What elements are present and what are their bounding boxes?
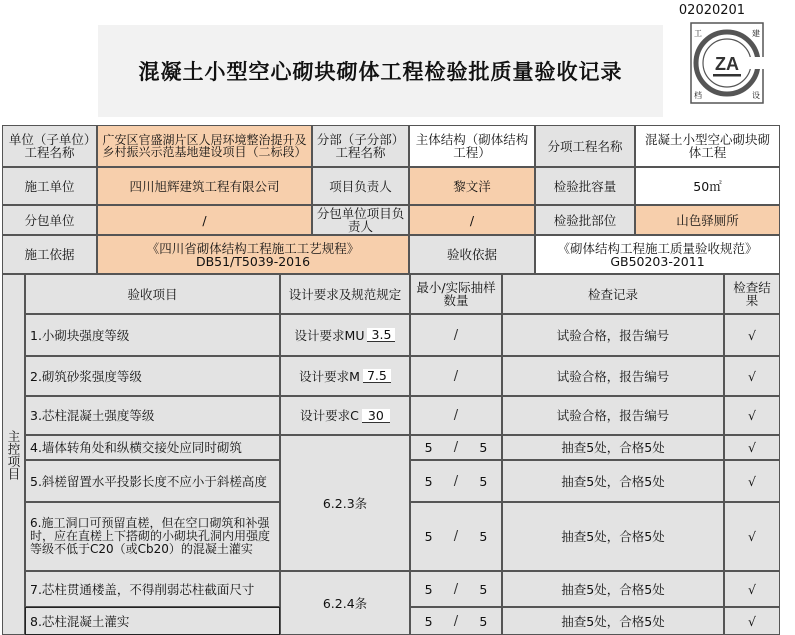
part-value: 山色驿厕所 (635, 205, 780, 235)
za-logo-icon (690, 22, 764, 104)
table-row-result: √ (724, 356, 780, 396)
table-row-result: √ (724, 396, 780, 435)
capacity-value: 50㎡ (635, 167, 780, 205)
capacity-label: 检验批容量 (535, 167, 635, 205)
acceptance-value-code: GB50203-2011 (610, 253, 705, 269)
table-row-record: 抽查5处，合格5处 (502, 435, 724, 460)
table-row-sample (410, 502, 502, 571)
header-item: 验收项目 (25, 274, 280, 314)
acceptance-value (535, 235, 780, 274)
basis-value-name: 《四川省砌体结构工程施工工艺规程》 (146, 240, 360, 256)
constructor-label: 施工单位 (2, 167, 97, 205)
sample-separator: / (453, 408, 459, 423)
table-row-result: √ (724, 314, 780, 356)
sample-actual: 5 (479, 613, 488, 629)
table-row-sample (410, 435, 502, 460)
table-row-item: 4.墙体转角处和纵横交接处应同时砌筑 (25, 435, 280, 460)
sample-separator: / (453, 368, 459, 384)
table-row-sample (410, 356, 502, 396)
project-manager-label: 项目负责人 (312, 167, 409, 205)
svg-text:ZA: ZA (715, 54, 739, 74)
table-row-record: 试验合格，报告编号 (502, 356, 724, 396)
sample-actual: 5 (479, 440, 488, 455)
subcontractor-pm-value: / (409, 205, 535, 235)
basis-value (97, 235, 409, 274)
clause-6-2-3: 6.2.3条 (280, 435, 410, 571)
table-row-item: 2.砌筑砂浆强度等级 (25, 356, 280, 396)
basis-label: 施工依据 (2, 235, 97, 274)
subcontractor-label: 分包单位 (2, 205, 97, 235)
table-row-item: 1.小砌块强度等级 (25, 314, 280, 356)
table-row-result: √ (724, 435, 780, 460)
table-row-requirement (280, 314, 410, 356)
table-row-requirement (280, 356, 410, 396)
subdivision-value: 主体结构（砌体结构工程） (409, 125, 535, 167)
table-row-record: 试验合格，报告编号 (502, 396, 724, 435)
table-row-item: 6.施工洞口可预留直槎，但在空口砌筑和补强时，应在直槎上下搭砌的小砌块孔洞内用强度等级不低于C20（或Cb20）的混凝土灌实 (25, 502, 280, 571)
item-label: 分项工程名称 (535, 125, 635, 167)
sample-min: 5 (424, 440, 433, 455)
table-row-result: √ (724, 460, 780, 502)
sample-separator: / (453, 327, 459, 343)
sample-separator: / (453, 613, 459, 629)
requirement-prefix: 设计要求M (299, 368, 360, 384)
sample-separator: / (453, 529, 459, 544)
logo-char-br: 设 (752, 91, 760, 100)
table-row-record: 抽查5处，合格5处 (502, 571, 724, 607)
form-code: 02020201 (678, 2, 746, 18)
header-result: 检查结果 (724, 274, 780, 314)
requirement-value: 7.5 (363, 369, 391, 383)
table-row-record: 试验合格，报告编号 (502, 314, 724, 356)
table-row-sample (410, 314, 502, 356)
logo-char-tr: 建 (752, 29, 760, 38)
unit-label: 单位（子单位）工程名称 (2, 125, 97, 167)
sample-actual: 5 (479, 473, 488, 489)
requirement-prefix: 设计要求C (300, 408, 359, 423)
table-row-sample (410, 607, 502, 635)
table-row-record: 抽查5处，合格5处 (502, 460, 724, 502)
table-row-item: 5.斜槎留置水平投影长度不应小于斜槎高度 (25, 460, 280, 502)
sample-separator: / (453, 440, 459, 455)
sample-min: 5 (424, 613, 433, 629)
table-row-result: √ (724, 607, 780, 635)
subcontractor-pm-label: 分包单位项目负责人 (312, 205, 409, 235)
basis-value-code: DB51/T5039-2016 (195, 253, 311, 269)
sample-actual: 5 (479, 529, 488, 544)
table-row-record: 抽查5处，合格5处 (502, 502, 724, 571)
sample-actual: 5 (479, 581, 488, 597)
table-row-sample (410, 396, 502, 435)
sample-min: 5 (424, 581, 433, 597)
logo-char-tl: 工 (694, 29, 702, 38)
page-title: 混凝土小型空心砌块砌体工程检验批质量验收记录 (98, 25, 663, 117)
sample-separator: / (453, 473, 459, 489)
logo-char-bl: 档 (694, 91, 702, 100)
table-row-item: 7.芯柱贯通楼盖，不得削弱芯柱截面尺寸 (25, 571, 280, 607)
header-sample: 最小/实际抽样数量 (410, 274, 502, 314)
acceptance-label: 验收依据 (409, 235, 535, 274)
part-label: 检验批部位 (535, 205, 635, 235)
table-row-result: √ (724, 571, 780, 607)
sample-separator: / (453, 581, 459, 597)
constructor-value: 四川旭辉建筑工程有限公司 (97, 167, 312, 205)
table-row-sample (410, 460, 502, 502)
table-row-requirement (280, 396, 410, 435)
table-row-result: √ (724, 502, 780, 571)
table-row-record: 抽查5处，合格5处 (502, 607, 724, 635)
subdivision-label: 分部（子分部）工程名称 (312, 125, 409, 167)
header-requirement: 设计要求及规范规定 (280, 274, 410, 314)
sample-min: 5 (424, 473, 433, 489)
table-row-item[interactable]: 8.芯柱混凝土灌实 (25, 607, 280, 635)
requirement-prefix: 设计要求MU (294, 327, 365, 343)
item-value: 混凝土小型空心砌块砌体工程 (635, 125, 780, 167)
main-control-label: 主控项目 (2, 274, 25, 635)
header-record: 检查记录 (502, 274, 724, 314)
requirement-value: 3.5 (367, 328, 395, 342)
project-manager-value: 黎文洋 (409, 167, 535, 205)
table-row-sample (410, 571, 502, 607)
clause-6-2-4: 6.2.4条 (280, 571, 410, 635)
table-row-item: 3.芯柱混凝土强度等级 (25, 396, 280, 435)
unit-value: 广安区官盛湖片区人居环境整治提升及乡村振兴示范基地建设项目（二标段） (97, 125, 312, 167)
acceptance-value-name: 《砌体结构工程施工质量验收规范》 (557, 240, 758, 256)
subcontractor-value: / (97, 205, 312, 235)
requirement-value: 30 (362, 409, 390, 423)
sample-min: 5 (424, 529, 433, 544)
